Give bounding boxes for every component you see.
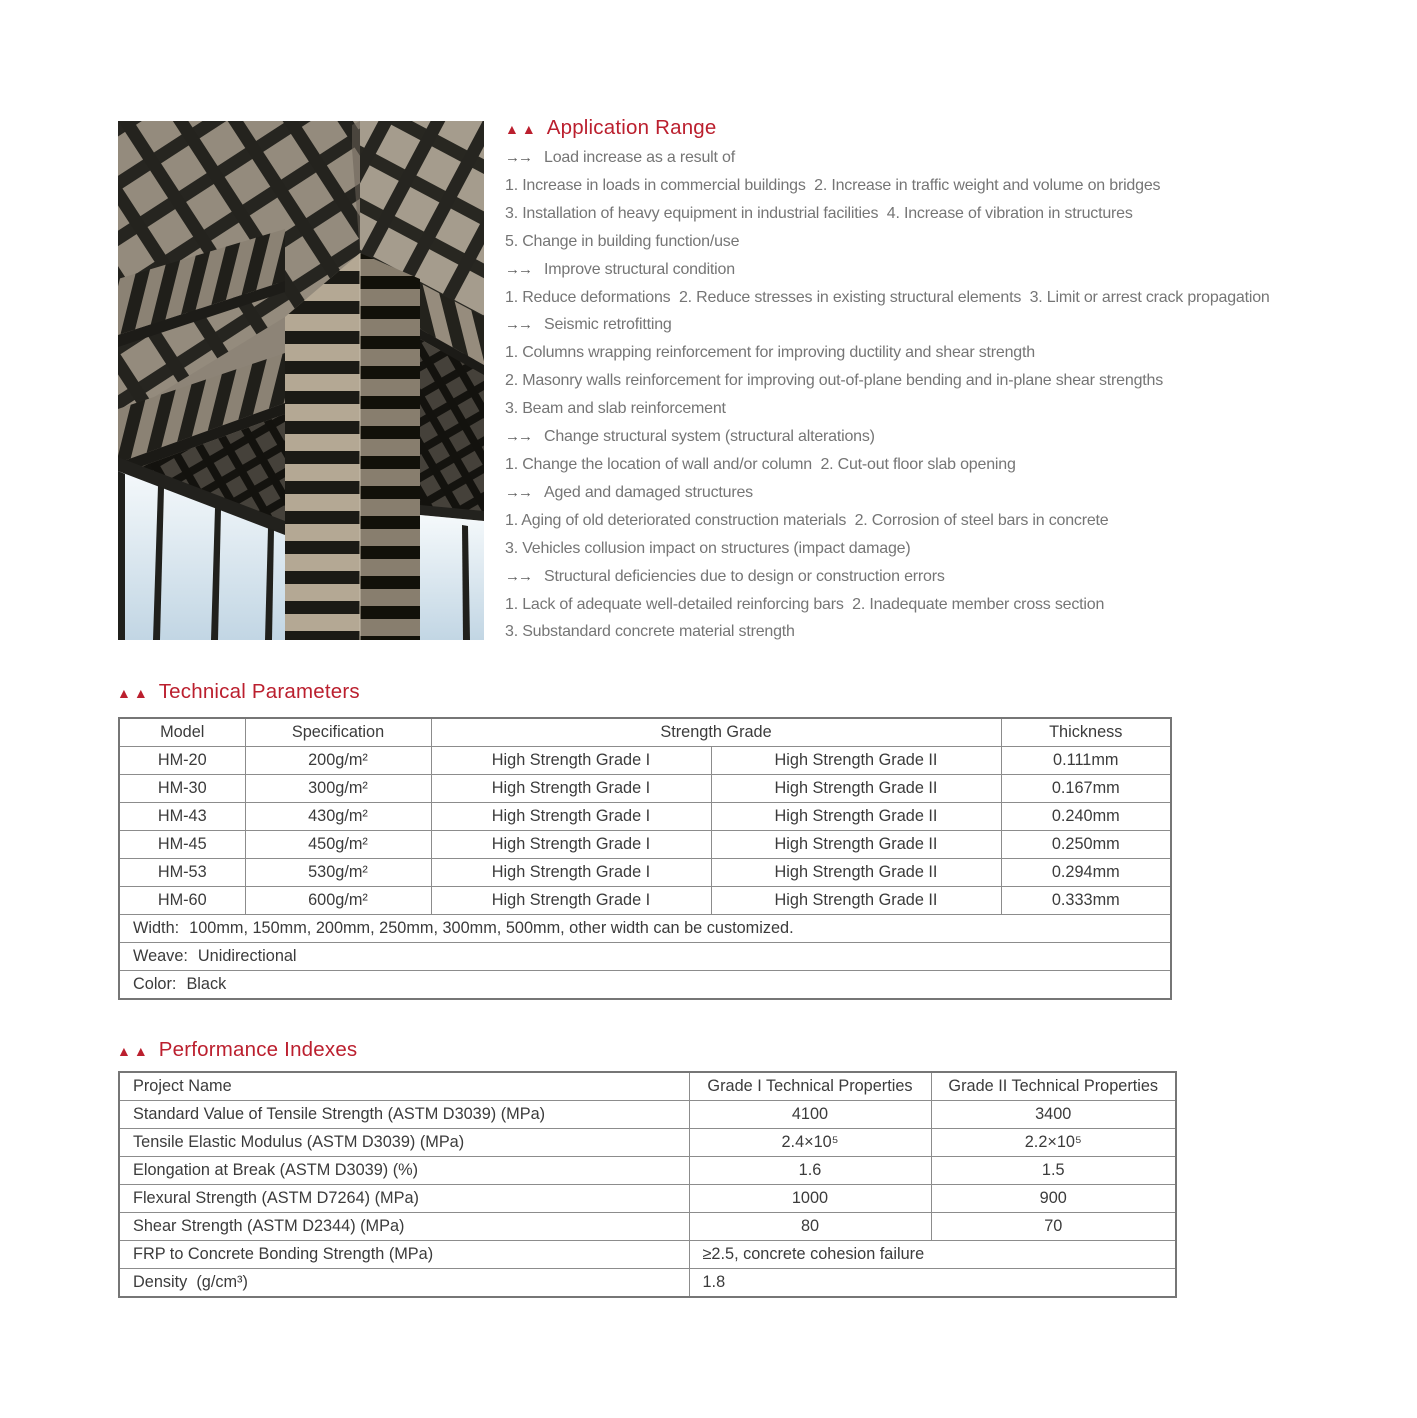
- table-row: [119, 1185, 1176, 1213]
- table-row: [119, 1269, 1176, 1298]
- table-row: [119, 1101, 1176, 1129]
- table-row: [119, 1241, 1176, 1269]
- note-label: Weave:: [133, 947, 188, 965]
- header-cell-thickness: Thickness: [1001, 718, 1171, 747]
- list-item-text: 1. Increase in loads in commercial buildings 2. Increase in traffic weight and volume on bridges: [505, 176, 1161, 194]
- application-range-title: [505, 116, 717, 140]
- cell-thickness: 0.240mm: [1001, 803, 1171, 831]
- list-item: [505, 311, 1345, 339]
- list-item: [505, 535, 1345, 563]
- cell-model: HM-20: [119, 747, 245, 775]
- table-note-row: [119, 943, 1171, 971]
- list-item: [505, 200, 1345, 228]
- cell-property-name: FRP to Concrete Bonding Strength (MPa): [119, 1241, 689, 1269]
- cell-model: HM-30: [119, 775, 245, 803]
- note-cell-weave: [119, 943, 1171, 971]
- cell-grade2-value: 900: [931, 1185, 1176, 1213]
- cell-grade2-value: 70: [931, 1213, 1176, 1241]
- table-row: [119, 1157, 1176, 1185]
- cell-spec: 600g/m²: [245, 887, 431, 915]
- triangle-marker-icon: ▲▲: [117, 1042, 151, 1059]
- cell-thickness: 0.250mm: [1001, 831, 1171, 859]
- list-item-text: 1. Reduce deformations 2. Reduce stresses in existing structural elements 3. Limit or arrest crack propagation: [505, 288, 1270, 306]
- list-item-text: 2. Masonry walls reinforcement for improving out-of-plane bending and in-plane shear strengths: [505, 372, 1164, 390]
- performance-indexes-table: [118, 1071, 1177, 1298]
- cell-spec: 450g/m²: [245, 831, 431, 859]
- cell-property-name: Density (g/cm³): [119, 1269, 689, 1298]
- building-photo-graphic: [118, 121, 484, 640]
- building-photo: [118, 121, 484, 640]
- table-header-row: [119, 718, 1171, 747]
- list-item-text: Structural deficiencies due to design or construction errors: [544, 567, 945, 585]
- technical-parameters-table: [118, 717, 1172, 1000]
- technical-parameters-title: [117, 680, 360, 704]
- cell-grade2: High Strength Grade II: [711, 775, 1001, 803]
- cell-grade2-value: 2.2×10⁵: [931, 1129, 1176, 1157]
- list-item-text: 3. Substandard concrete material strength: [505, 623, 795, 641]
- list-item-text: 1. Change the location of wall and/or column 2. Cut-out floor slab opening: [505, 455, 1016, 473]
- note-cell-width: [119, 915, 1171, 943]
- cell-model: HM-43: [119, 803, 245, 831]
- cell-model: HM-53: [119, 859, 245, 887]
- list-item: [505, 451, 1345, 479]
- table-row: [119, 747, 1171, 775]
- header-cell-project-name: Project Name: [119, 1072, 689, 1101]
- section-title-text: Technical Parameters: [158, 680, 360, 703]
- note-cell-color: [119, 971, 1171, 1000]
- list-item-text: 5. Change in building function/use: [505, 232, 740, 250]
- table-note-row: [119, 915, 1171, 943]
- note-value: 100mm, 150mm, 200mm, 250mm, 300mm, 500mm, other width can be customized.: [189, 919, 794, 937]
- arrow-icon: →→: [505, 316, 531, 334]
- list-item: [505, 256, 1345, 284]
- arrow-icon: →→: [505, 567, 531, 585]
- list-item: [505, 618, 1345, 646]
- cell-grade2: High Strength Grade II: [711, 887, 1001, 915]
- cell-grade1: High Strength Grade I: [431, 859, 711, 887]
- cell-grade1: High Strength Grade I: [431, 803, 711, 831]
- table-row: [119, 1213, 1176, 1241]
- list-item: [505, 395, 1345, 423]
- list-item: [505, 507, 1345, 535]
- table-row: [119, 887, 1171, 915]
- list-item-text: 3. Installation of heavy equipment in industrial facilities 4. Increase of vibration in structures: [505, 204, 1133, 222]
- cell-spec: 200g/m²: [245, 747, 431, 775]
- list-item-text: Seismic retrofitting: [544, 316, 672, 334]
- cell-grade2: High Strength Grade II: [711, 831, 1001, 859]
- performance-indexes-title: [117, 1038, 357, 1062]
- cell-spec: 530g/m²: [245, 859, 431, 887]
- cell-grade1-value: 1000: [689, 1185, 931, 1213]
- cell-property-name: Shear Strength (ASTM D2344) (MPa): [119, 1213, 689, 1241]
- cell-grade1-value: 4100: [689, 1101, 931, 1129]
- list-item: [505, 172, 1345, 200]
- list-item-text: 1. Lack of adequate well-detailed reinforcing bars 2. Inadequate member cross section: [505, 595, 1105, 613]
- arrow-icon: →→: [505, 260, 531, 278]
- arrow-icon: →→: [505, 149, 531, 166]
- list-item-text: 3. Vehicles collusion impact on structures (impact damage): [505, 539, 911, 557]
- header-cell-grade2: Grade II Technical Properties: [931, 1072, 1176, 1101]
- cell-grade1: High Strength Grade I: [431, 831, 711, 859]
- cell-model: HM-60: [119, 887, 245, 915]
- list-item: [505, 144, 1345, 172]
- cell-model: HM-45: [119, 831, 245, 859]
- header-cell-specification: Specification: [245, 718, 431, 747]
- list-item-text: 1. Aging of old deteriorated construction materials 2. Corrosion of steel bars in concrete: [505, 511, 1109, 529]
- list-item-text: Change structural system (structural alterations): [544, 428, 875, 446]
- list-item: [505, 563, 1345, 591]
- list-item: [505, 339, 1345, 367]
- cell-grade2: High Strength Grade II: [711, 803, 1001, 831]
- application-range-list: [505, 144, 1345, 646]
- list-item: [505, 423, 1345, 451]
- cell-span-value: ≥2.5, concrete cohesion failure: [689, 1241, 1176, 1269]
- list-item-text: 3. Beam and slab reinforcement: [505, 400, 726, 418]
- header-cell-model: Model: [119, 718, 245, 747]
- cell-grade1-value: 2.4×10⁵: [689, 1129, 931, 1157]
- cell-thickness: 0.333mm: [1001, 887, 1171, 915]
- table-row: [119, 831, 1171, 859]
- cell-thickness: 0.294mm: [1001, 859, 1171, 887]
- cell-spec: 430g/m²: [245, 803, 431, 831]
- table-row: [119, 803, 1171, 831]
- cell-grade1-value: 1.6: [689, 1157, 931, 1185]
- list-item-text: Load increase as a result of: [544, 149, 735, 166]
- triangle-marker-icon: ▲▲: [117, 684, 151, 701]
- note-label: Width:: [133, 919, 180, 937]
- note-label: Color:: [133, 975, 177, 993]
- cell-thickness: 0.167mm: [1001, 775, 1171, 803]
- list-item: [505, 367, 1345, 395]
- list-item: [505, 228, 1345, 256]
- cell-grade2: High Strength Grade II: [711, 747, 1001, 775]
- arrow-icon: →→: [505, 483, 531, 501]
- list-item-text: Aged and damaged structures: [544, 483, 753, 501]
- cell-thickness: 0.111mm: [1001, 747, 1171, 775]
- cell-grade2: High Strength Grade II: [711, 859, 1001, 887]
- note-value: Unidirectional: [197, 947, 297, 965]
- list-item-text: Improve structural condition: [544, 260, 735, 278]
- section-title-text: Performance Indexes: [158, 1038, 358, 1061]
- cell-grade2-value: 1.5: [931, 1157, 1176, 1185]
- cell-property-name: Flexural Strength (ASTM D7264) (MPa): [119, 1185, 689, 1213]
- cell-spec: 300g/m²: [245, 775, 431, 803]
- list-item: [505, 479, 1345, 507]
- cell-property-name: Standard Value of Tensile Strength (ASTM D3039) (MPa): [119, 1101, 689, 1129]
- list-item: [505, 591, 1345, 619]
- triangle-marker-icon: ▲▲: [505, 120, 539, 137]
- cell-span-value: 1.8: [689, 1269, 1176, 1298]
- list-item: [505, 284, 1345, 312]
- cell-grade2-value: 3400: [931, 1101, 1176, 1129]
- cell-property-name: Elongation at Break (ASTM D3039) (%): [119, 1157, 689, 1185]
- section-title-text: Application Range: [546, 116, 717, 139]
- table-row: [119, 775, 1171, 803]
- cell-grade1: High Strength Grade I: [431, 775, 711, 803]
- table-note-row: [119, 971, 1171, 1000]
- arrow-icon: →→: [505, 428, 531, 446]
- cell-grade1: High Strength Grade I: [431, 747, 711, 775]
- table-header-row: [119, 1072, 1176, 1101]
- cell-grade1-value: 80: [689, 1213, 931, 1241]
- table-row: [119, 859, 1171, 887]
- note-value: Black: [186, 975, 227, 993]
- header-cell-grade1: Grade I Technical Properties: [689, 1072, 931, 1101]
- list-item-text: 1. Columns wrapping reinforcement for improving ductility and shear strength: [505, 344, 1035, 362]
- header-cell-strength-grade: Strength Grade: [431, 718, 1001, 747]
- cell-property-name: Tensile Elastic Modulus (ASTM D3039) (MPa): [119, 1129, 689, 1157]
- cell-grade1: High Strength Grade I: [431, 887, 711, 915]
- table-row: [119, 1129, 1176, 1157]
